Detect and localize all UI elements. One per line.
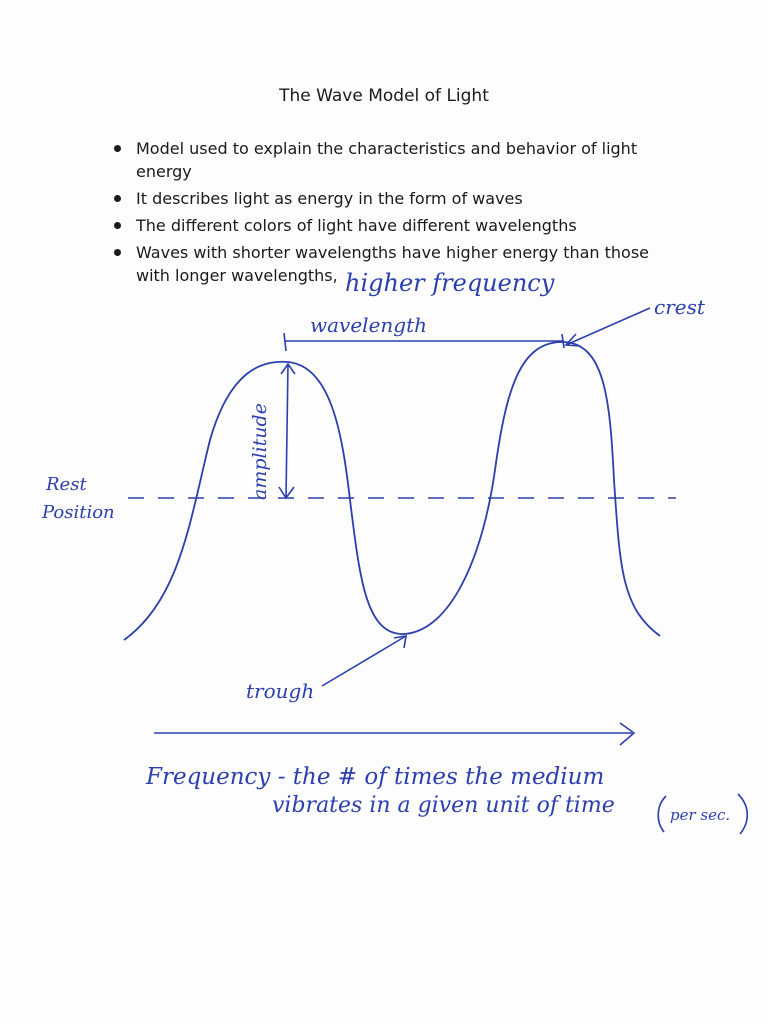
wavelength-label: wavelength bbox=[310, 313, 428, 337]
rest-label-line1: Rest bbox=[46, 474, 87, 495]
bullet-text: Model used to explain the characteristics and behavior of light energy bbox=[136, 139, 638, 181]
trough-arrow-line bbox=[322, 636, 406, 686]
frequency-definition-line1: Frequency - the # of times the medium bbox=[146, 764, 605, 790]
bullet-text: Waves with shorter wavelengths have higher energy than those with longer wavelengths bbox=[136, 243, 650, 285]
crest-arrow-line bbox=[566, 308, 650, 345]
wavelength-tick-right bbox=[562, 334, 564, 348]
wavelength-tick-left bbox=[284, 333, 286, 351]
bullet-text: It describes light as energy in the form of waves bbox=[136, 189, 523, 208]
bullet-text: The different colors of light have different wavelengths bbox=[136, 216, 577, 235]
frequency-definition-line2: vibrates in a given unit of time bbox=[272, 793, 615, 818]
bullet-suffix: , bbox=[332, 266, 338, 285]
higher-frequency-note: higher frequency bbox=[345, 269, 555, 297]
trough-label: trough bbox=[246, 679, 315, 703]
per-sec-note: per sec. bbox=[670, 806, 731, 824]
direction-arrow-head bbox=[620, 723, 634, 745]
page-title: The Wave Model of Light bbox=[279, 86, 489, 106]
crest-label: crest bbox=[654, 295, 705, 319]
paren-close bbox=[738, 794, 747, 834]
wave-curve bbox=[124, 342, 660, 640]
amplitude-label: amplitude bbox=[249, 403, 271, 500]
amplitude-arrow-line bbox=[286, 364, 288, 498]
rest-label-line2: Position bbox=[42, 502, 115, 523]
paren-open bbox=[658, 796, 666, 832]
